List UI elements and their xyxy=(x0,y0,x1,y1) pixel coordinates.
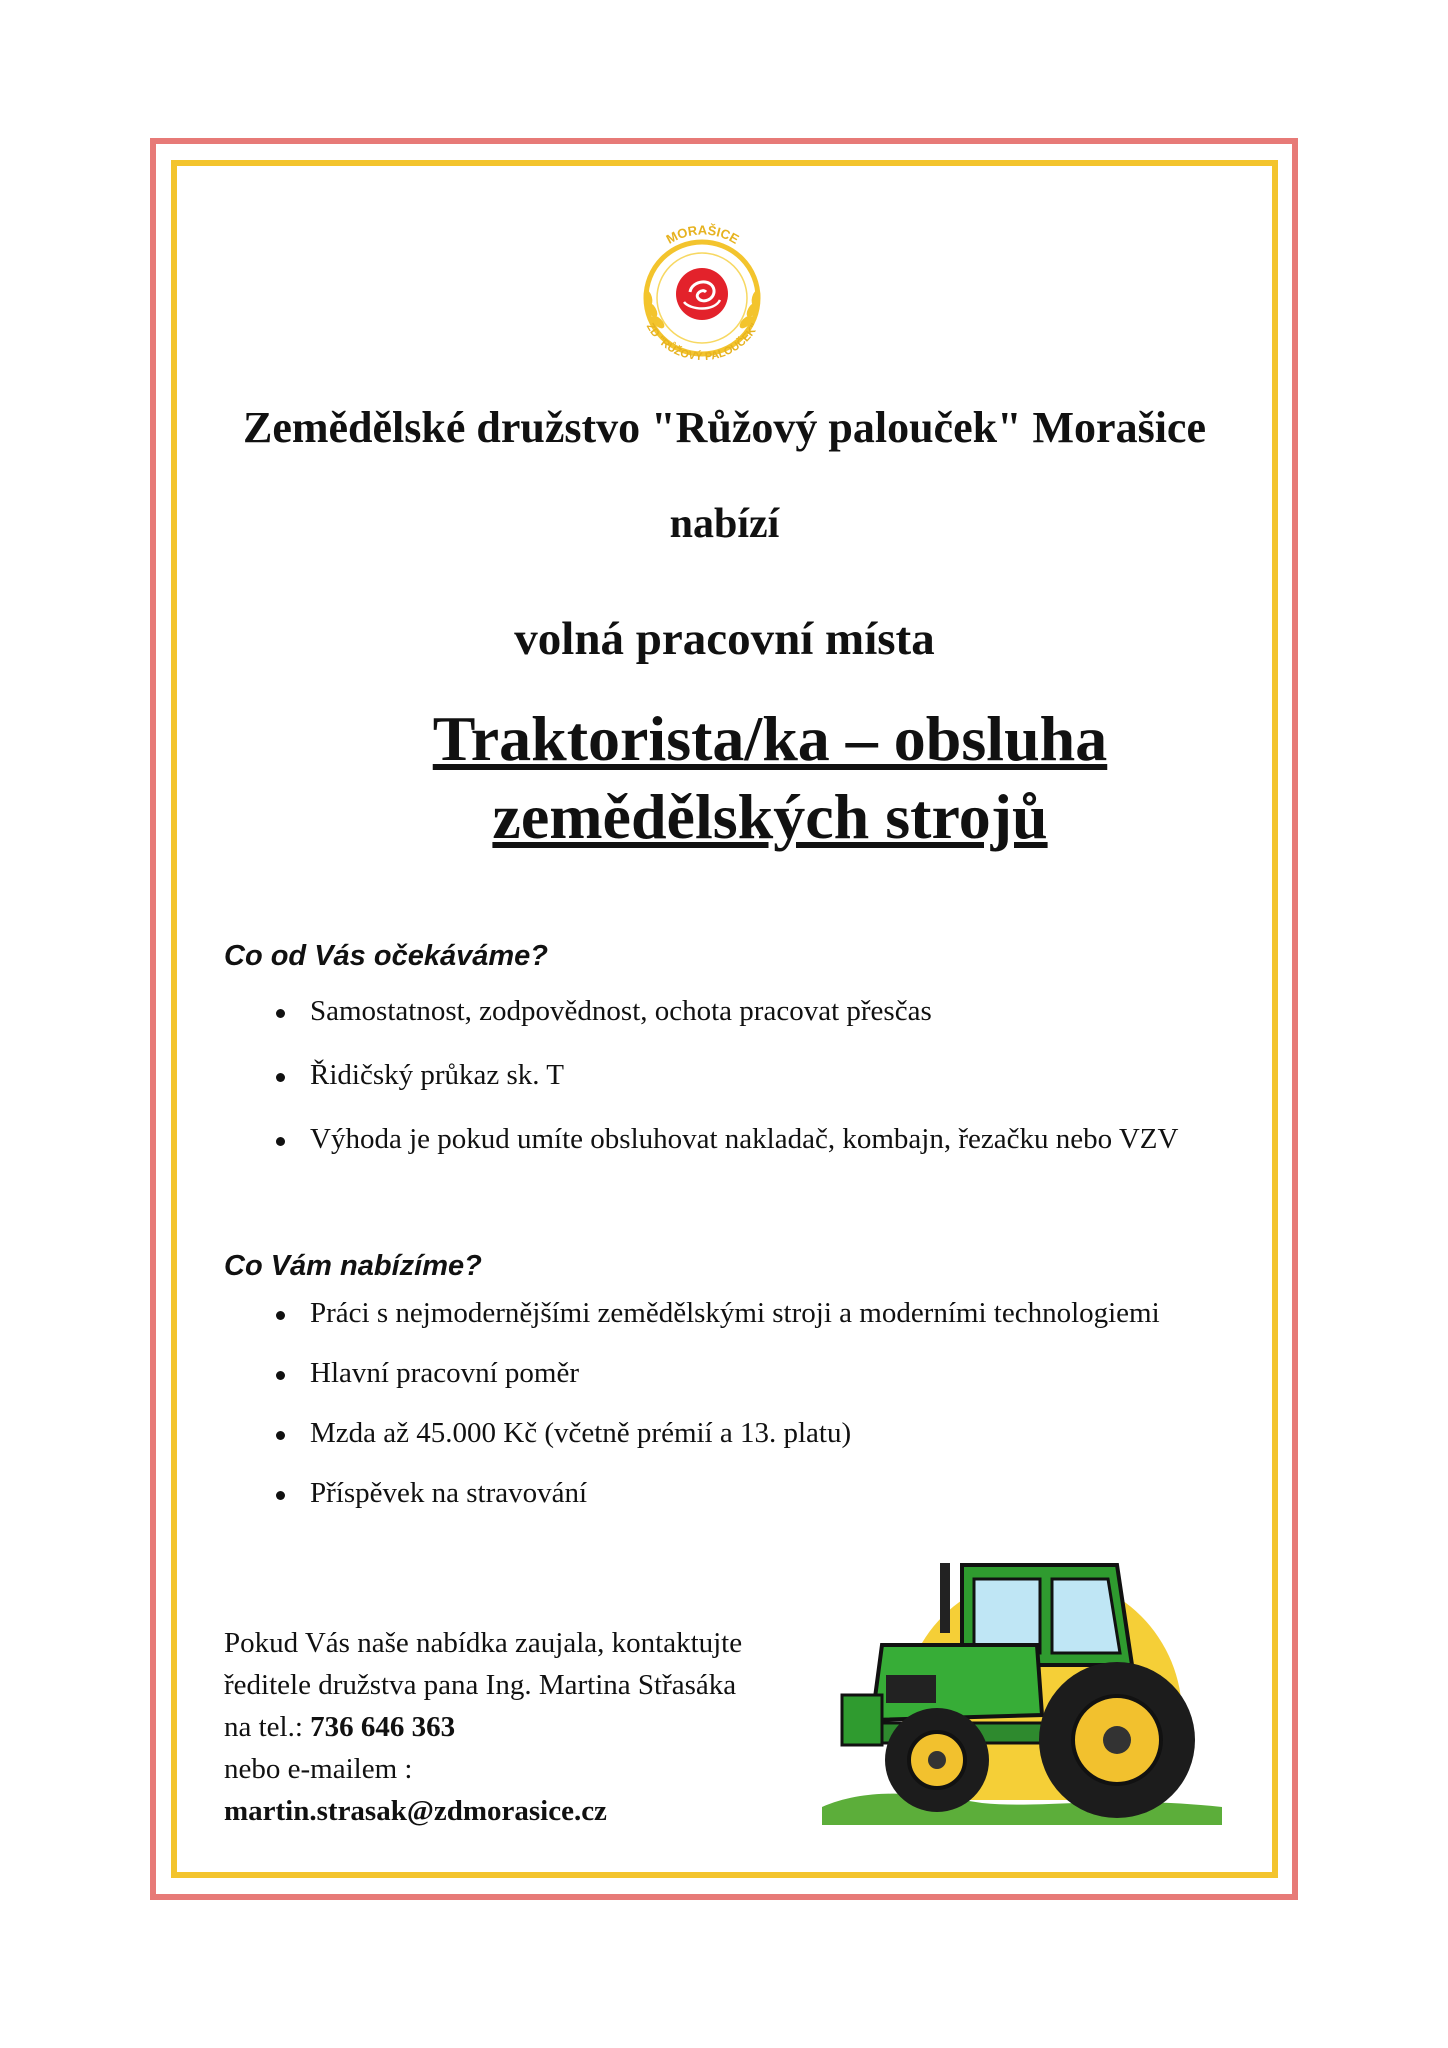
expectations-heading: Co od Vás očekáváme? xyxy=(224,940,548,972)
logo-top-text: MORAŠICE xyxy=(663,222,742,247)
contact-phone-line xyxy=(224,1706,824,1748)
green-tractor-icon xyxy=(812,1545,1232,1845)
list-item: Práci s nejmodernějšími zemědělskými stroji a moderními technologiemi xyxy=(270,1297,1160,1357)
company-name: Zemědělské družstvo "Růžový palouček" Morašice xyxy=(243,403,1206,452)
contact-email-prefix: nebo e-mailem : xyxy=(224,1753,413,1785)
contact-block xyxy=(224,1622,824,1832)
list-item: Příspěvek na stravování xyxy=(270,1477,1160,1537)
phone-prefix: na tel.: xyxy=(224,1711,311,1743)
position-title-line1: Traktorista/ka – obsluha xyxy=(432,703,1108,774)
contact-line-2: ředitele družstva pana Ing. Martina Střasáka xyxy=(224,1669,737,1701)
position-title xyxy=(360,700,1180,856)
rose-wheat-logo-icon xyxy=(620,210,785,380)
logo-bottom-text: ZD "RŮŽOVÝ PALOUČEK" xyxy=(643,321,762,364)
position-title-line2: zemědělských strojů xyxy=(492,781,1048,852)
list-item: Výhoda je pokud umíte obsluhovat nakladač, kombajn, řezačku nebo VZV xyxy=(270,1123,1178,1187)
offer-list xyxy=(270,1297,1160,1537)
offer-heading: Co Vám nabízíme? xyxy=(224,1250,482,1282)
vacancies-heading: volná pracovní místa xyxy=(514,613,935,665)
list-item: Řidičský průkaz sk. T xyxy=(270,1059,1178,1123)
expectations-list xyxy=(270,995,1178,1187)
list-item: Mzda až 45.000 Kč (včetně prémií a 13. platu) xyxy=(270,1417,1160,1477)
offers-heading: nabízí xyxy=(669,501,780,547)
contact-email[interactable]: martin.strasak@zdmorasice.cz xyxy=(224,1795,607,1827)
list-item: Hlavní pracovní poměr xyxy=(270,1357,1160,1417)
contact-line-1: Pokud Vás naše nabídka zaujala, kontaktujte xyxy=(224,1627,743,1659)
phone-number[interactable]: 736 646 363 xyxy=(310,1711,456,1743)
list-item: Samostatnost, zodpovědnost, ochota pracovat přesčas xyxy=(270,995,1178,1059)
